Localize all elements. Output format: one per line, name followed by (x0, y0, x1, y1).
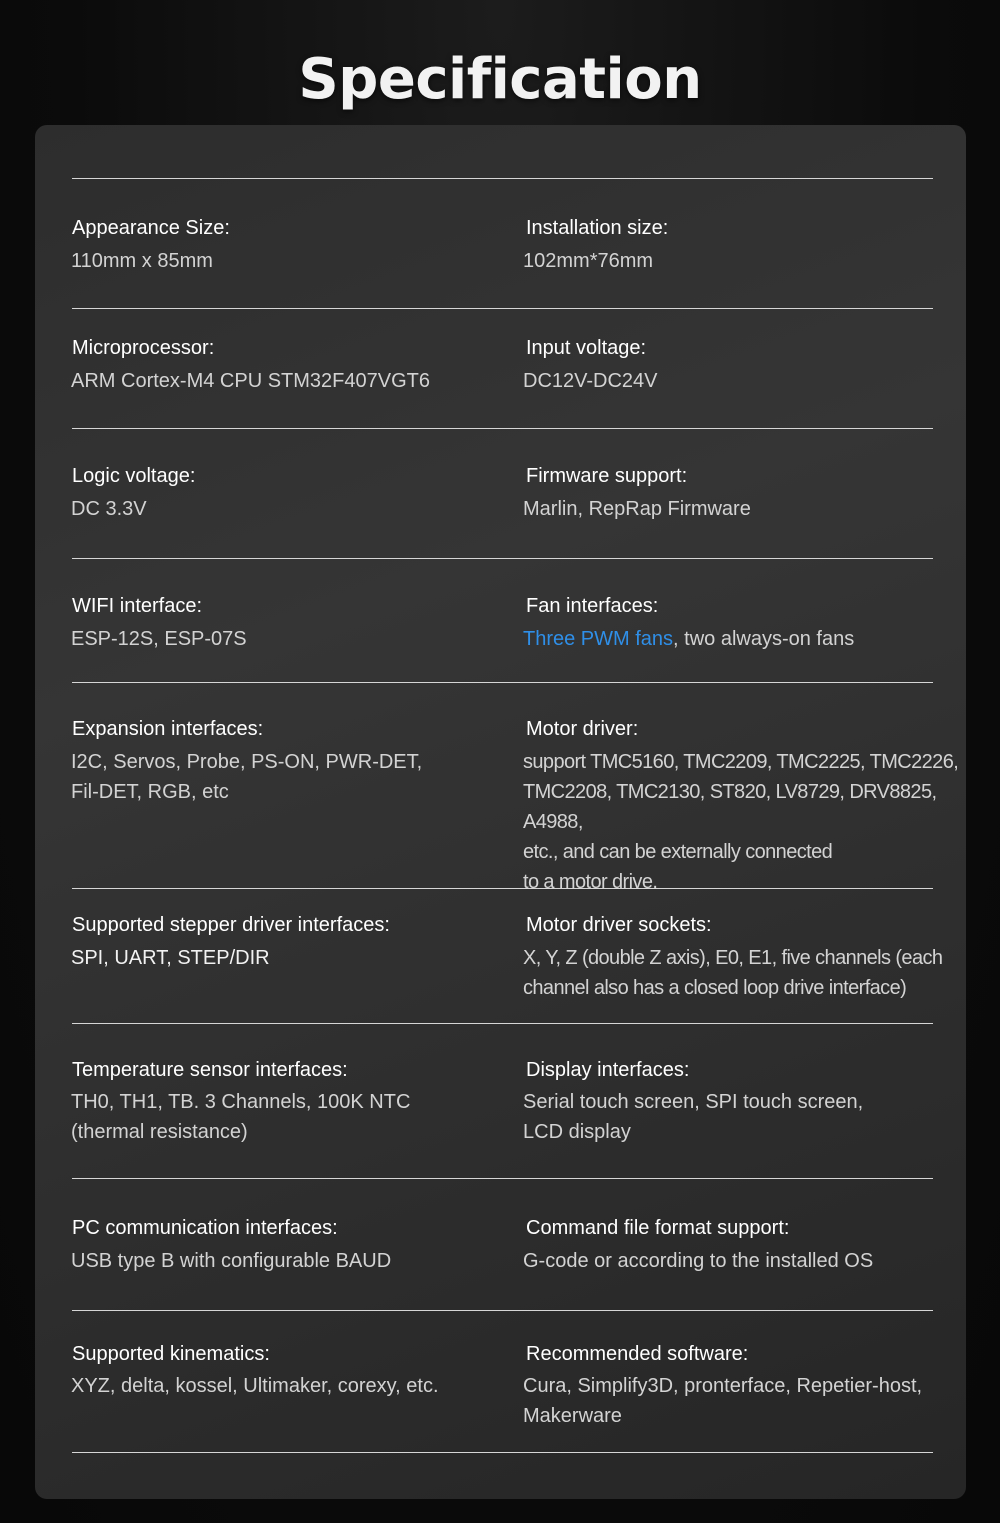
value-line: to a motor drive. (523, 871, 658, 893)
value-line: support TMC5160, TMC2209, TMC2225, TMC2226, (523, 751, 959, 773)
display-interfaces-value (523, 1087, 963, 1147)
temperature-sensor-interfaces-label: Temperature sensor interfaces: (72, 1059, 348, 1081)
command-file-format-value: G-code or according to the installed OS (523, 1250, 874, 1272)
temperature-sensor-interfaces-value (71, 1087, 491, 1147)
supported-kinematics-value: XYZ, delta, kossel, Ultimaker, corexy, etc. (71, 1375, 439, 1397)
supported-kinematics-label: Supported kinematics: (72, 1343, 270, 1365)
value-line: Makerware (523, 1405, 622, 1427)
installation-size-value: 102mm*76mm (523, 250, 654, 272)
expansion-interfaces-label: Expansion interfaces: (72, 718, 264, 740)
recommended-software-label: Recommended software: (526, 1343, 749, 1365)
microprocessor-label: Microprocessor: (72, 337, 215, 359)
motor-driver-sockets-value (523, 943, 963, 1003)
row-divider (72, 1310, 933, 1311)
recommended-software-value (523, 1371, 963, 1431)
pc-communication-interfaces-label: PC communication interfaces: (72, 1217, 338, 1239)
value-line: (thermal resistance) (71, 1121, 248, 1143)
wifi-interface-label: WIFI interface: (72, 595, 203, 617)
pwm-fans-highlight: Three PWM fans (523, 628, 674, 650)
firmware-support-label: Firmware support: (526, 465, 688, 487)
value-line: channel also has a closed loop drive interface) (523, 977, 907, 999)
input-voltage-value: DC12V-DC24V (523, 370, 658, 392)
motor-driver-value (523, 747, 963, 897)
display-interfaces-label: Display interfaces: (526, 1059, 690, 1081)
row-divider (72, 178, 933, 179)
stepper-driver-interfaces-value: SPI, UART, STEP/DIR (71, 947, 270, 969)
value-line: X, Y, Z (double Z axis), E0, E1, five channels (each (523, 947, 943, 969)
appearance-size-value: 110mm x 85mm (71, 250, 213, 272)
command-file-format-label: Command file format support: (526, 1217, 790, 1239)
firmware-support-value: Marlin, RepRap Firmware (523, 498, 751, 520)
logic-voltage-value: DC 3.3V (71, 498, 147, 520)
installation-size-label: Installation size: (526, 217, 669, 239)
row-divider (72, 308, 933, 309)
fan-interfaces-label: Fan interfaces: (526, 595, 659, 617)
input-voltage-label: Input voltage: (526, 337, 647, 359)
row-divider (72, 1178, 933, 1179)
value-line: etc., and can be externally connected (523, 841, 833, 863)
value-line: Cura, Simplify3D, pronterface, Repetier-host, (523, 1375, 923, 1397)
page-title: Specification (298, 47, 702, 112)
value-line: Serial touch screen, SPI touch screen, (523, 1091, 864, 1113)
value-line: TMC2208, TMC2130, ST820, LV8729, DRV8825, A4988, (523, 781, 937, 833)
row-divider (72, 428, 933, 429)
value-line: I2C, Servos, Probe, PS-ON, PWR-DET, (71, 751, 423, 773)
expansion-interfaces-value (71, 747, 491, 807)
row-divider (72, 1452, 933, 1453)
fan-interfaces-value (523, 624, 963, 654)
row-divider (72, 1023, 933, 1024)
wifi-interface-value: ESP-12S, ESP-07S (71, 628, 247, 650)
row-divider (72, 682, 933, 683)
fan-interfaces-rest: , two always-on fans (673, 628, 855, 650)
pc-communication-interfaces-value: USB type B with configurable BAUD (71, 1250, 392, 1272)
motor-driver-sockets-label: Motor driver sockets: (526, 914, 712, 936)
motor-driver-label: Motor driver: (526, 718, 639, 740)
stepper-driver-interfaces-label: Supported stepper driver interfaces: (72, 914, 390, 936)
value-line: Fil-DET, RGB, etc (71, 781, 229, 803)
logic-voltage-label: Logic voltage: (72, 465, 196, 487)
row-divider (72, 558, 933, 559)
microprocessor-value: ARM Cortex-M4 CPU STM32F407VGT6 (71, 370, 430, 392)
value-line: LCD display (523, 1121, 631, 1143)
value-line: TH0, TH1, TB. 3 Channels, 100K NTC (71, 1091, 411, 1113)
appearance-size-label: Appearance Size: (72, 217, 230, 239)
